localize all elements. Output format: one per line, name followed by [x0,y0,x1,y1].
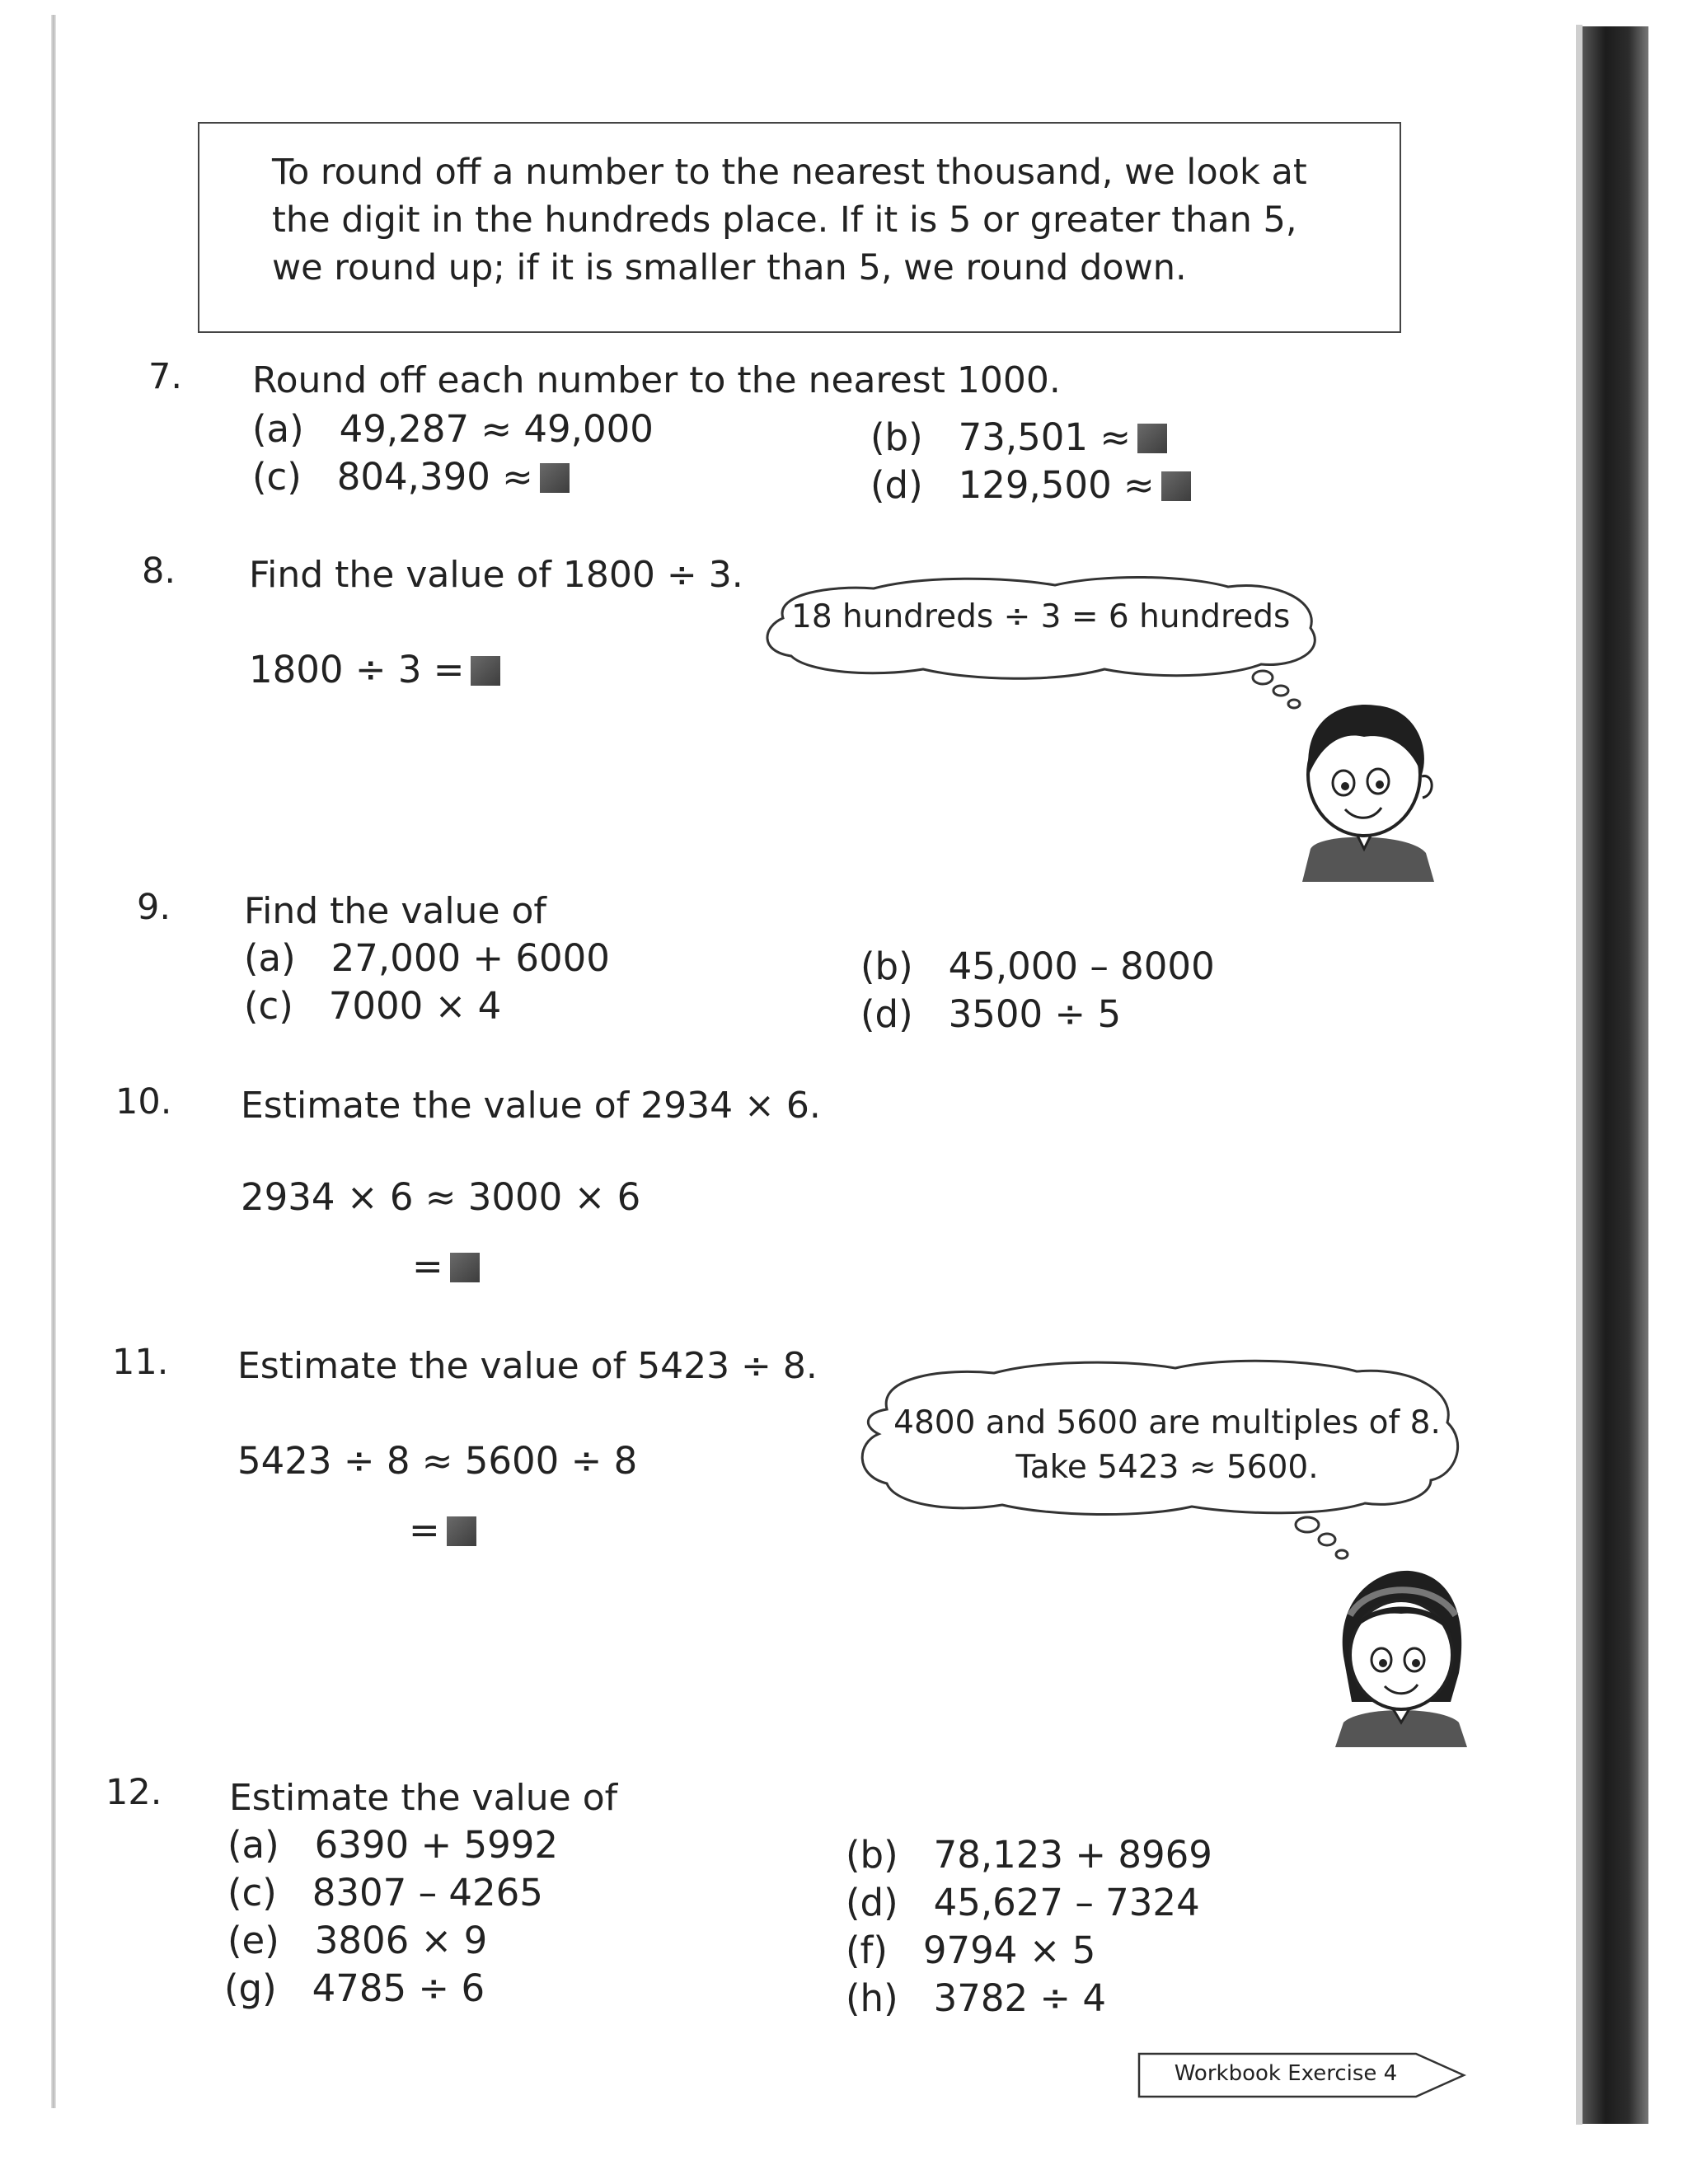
rule-line-2: the digit in the hundreds place. If it is 5 or greater than 5, [272,199,1297,241]
q12-part-b-expr: 78,123 + 8969 [933,1833,1212,1877]
question-7-prompt: Round off each number to the nearest 1000. [252,359,1061,401]
thought-cloud-icon [758,569,1327,725]
question-10-number: 10. [115,1081,172,1122]
page-binding-right [1582,26,1648,2124]
q12-part-h-label: (h) [846,1976,898,2020]
q9-part-a [244,936,610,980]
q11-equals: = [409,1508,440,1552]
page-binding-left [51,15,56,2108]
q7-part-a-label: (a) [252,407,304,451]
question-11-prompt: Estimate the value of 5423 ÷ 8. [237,1345,818,1387]
q12-part-f-expr: 9794 × 5 [922,1929,1096,1972]
q9-part-c-expr: 7000 × 4 [328,984,502,1028]
q12-part-c-label: (c) [227,1871,277,1915]
answer-blank-square [447,1516,476,1546]
question-8-prompt: Find the value of 1800 ÷ 3. [249,554,743,596]
answer-blank-square [450,1253,480,1282]
girl-illustration [1327,1558,1475,1750]
q12-part-a-label: (a) [227,1823,279,1867]
q12-part-d-label: (d) [846,1881,898,1924]
question-9-number: 9. [137,887,171,928]
q12-part-e-label: (e) [227,1919,279,1962]
q12-part-h [846,1976,1106,2020]
q12-part-b [846,1833,1212,1877]
q9-part-a-label: (a) [244,936,296,980]
q9-part-d-expr: 3500 ÷ 5 [948,992,1122,1036]
question-7-number: 7. [148,356,183,397]
question-10-prompt: Estimate the value of 2934 × 6. [241,1085,821,1127]
q9-part-b-label: (b) [860,944,913,988]
q7-part-d-label: (d) [870,463,923,507]
q9-part-d-label: (d) [860,992,913,1036]
q12-part-e [227,1919,487,1962]
question-11-number: 11. [112,1342,169,1383]
q8-work-expr: 1800 ÷ 3 = [249,648,465,691]
q12-part-g-label: (g) [224,1966,277,2010]
q12-part-d [846,1881,1200,1924]
question-8-number: 8. [142,551,176,592]
boy-face-icon [1286,684,1442,882]
q12-part-f-label: (f) [846,1929,888,1972]
rounding-rule-box [198,122,1401,333]
thought-bubble-boy [758,569,1327,725]
q10-equals: = [412,1244,443,1288]
answer-blank-square [471,656,500,686]
q7-part-c [252,455,570,499]
thought-bubble-girl [854,1352,1480,1582]
q7-part-a [252,407,654,451]
rule-line-1: To round off a number to the nearest thousand, we look at [272,152,1307,193]
answer-blank-square [540,463,570,493]
q9-part-b-expr: 45,000 – 8000 [948,944,1215,988]
question-12-number: 12. [106,1772,162,1813]
q7-part-d-expr: 129,500 ≈ [958,463,1155,507]
q12-part-a-expr: 6390 + 5992 [314,1823,558,1867]
boy-illustration [1286,684,1442,885]
q11-work-line-2 [409,1508,476,1552]
q10-work-line-1: 2934 × 6 ≈ 3000 × 6 [241,1175,641,1219]
q12-part-d-expr: 45,627 – 7324 [933,1881,1200,1924]
q12-part-g [224,1966,485,2010]
question-12-prompt: Estimate the value of [229,1777,618,1819]
thought-text-boy: 18 hundreds ÷ 3 = 6 hundreds [791,598,1291,635]
q12-part-c [227,1871,543,1915]
q7-part-d [870,463,1191,507]
q7-part-a-expr: 49,287 ≈ 49,000 [339,407,654,451]
q7-part-c-expr: 804,390 ≈ [336,455,533,499]
q12-part-h-expr: 3782 ÷ 4 [933,1976,1107,2020]
girl-face-icon [1327,1558,1475,1747]
q7-part-b-expr: 73,501 ≈ [958,415,1132,459]
rule-line-3: we round up; if it is smaller than 5, we round down. [272,247,1187,288]
q12-part-a [227,1823,558,1867]
answer-blank-square [1161,471,1191,501]
answer-blank-square [1137,424,1167,453]
q9-part-b [860,944,1215,988]
question-9-prompt: Find the value of [244,890,546,932]
q7-part-b [870,415,1167,459]
q11-work-line-1: 5423 ÷ 8 ≈ 5600 ÷ 8 [237,1439,638,1483]
q12-part-b-label: (b) [846,1833,898,1877]
q9-part-c [244,984,501,1028]
q7-part-b-label: (b) [870,415,923,459]
q12-part-e-expr: 3806 × 9 [314,1919,488,1962]
q8-work [249,648,500,691]
q10-work-line-2 [412,1244,480,1288]
thought-text-girl-line-1: 4800 and 5600 are multiples of 8. [893,1404,1441,1441]
q9-part-c-label: (c) [244,984,293,1028]
q9-part-a-expr: 27,000 + 6000 [331,936,610,980]
page-edge-right [1576,25,1582,2125]
q7-part-c-label: (c) [252,455,302,499]
q12-part-f [846,1929,1095,1972]
q9-part-d [860,992,1121,1036]
thought-text-girl-line-2: Take 5423 ≈ 5600. [1015,1449,1319,1486]
workbook-exercise-label: Workbook Exercise 4 [1174,2061,1398,2086]
q12-part-g-expr: 4785 ÷ 6 [312,1966,485,2010]
q12-part-c-expr: 8307 – 4265 [312,1871,543,1915]
